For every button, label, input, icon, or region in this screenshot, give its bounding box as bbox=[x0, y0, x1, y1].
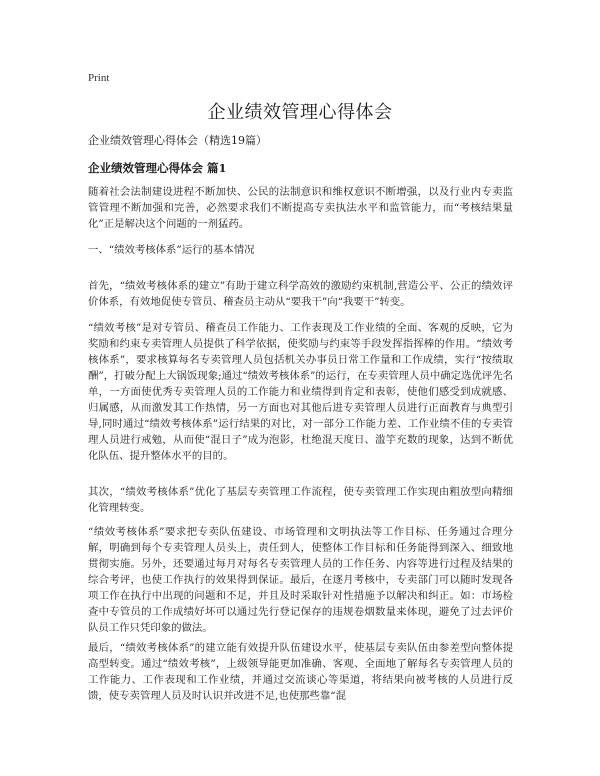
print-link[interactable]: Print bbox=[88, 72, 110, 84]
paragraph-last: 最后，“绩效考核体系”的建立能有效提升队伍建设水平，使基层专卖队伍由参差型向整体提高型转变。通过“绩效考核”，上级领导能更加准确、客观、全面地了解每名专卖管理人员的工作能力、工作表现和工作业绩，并通过交流谈心等渠道，将结果向被考核的人员进行反馈，使专卖管理人员及时认识并改进不足,也使那些靠“混 bbox=[88, 642, 513, 702]
paragraph-second: 其次，“绩效考核体系”优化了基层专卖管理工作流程，使专卖管理工作实现由粗放型向精细化管理转变。 bbox=[88, 486, 513, 514]
section-heading: 企业绩效管理心得体会 篇1 bbox=[88, 161, 227, 175]
document-subtitle: 企业绩效管理心得体会（精选19篇） bbox=[88, 134, 267, 147]
paragraph-intro: 随着社会法制建设进程不断加快、公民的法制意识和维权意识不断增强，以及行业内专卖监管管理不断加强和完善，必然要求我们不断提高专卖执法水平和监管能力，而“考核结果量化”正是解决这个问题的一剂猛药。 bbox=[88, 186, 513, 230]
document-title: 企业绩效管理心得体会 bbox=[207, 102, 393, 123]
paragraph-section-title: 一、“绩效考核体系”运行的基本情况 bbox=[88, 244, 255, 256]
paragraph-first: 首先，“绩效考核体系的建立”有助于建立科学高效的激励约束机制,营造公平、公正的绩效评价体系，有效地促使专管员、稽查员主动从“要我干”向“我要干”转变。 bbox=[88, 280, 513, 308]
paragraph-workflow: “绩效考核体系”要求把专卖队伍建设、市场管理和文明执法等工作目标、任务通过合理分解，明确到每个专卖管理人员头上，责任到人，使整体工作目标和任务能得到深入、细致地贯彻实施。另外，还要通过每月对每名专卖管理人员的工作任务、内容等进行过程及结果的综合考评，也使工作执行的效果得到保证。最后，在逐月考核中，专卖部门可以随时发现各项工作在执行中出现的问题和不足，并且及时采取针对性措施予以解决和纠正。如：市场检查中专管员的工作成绩好坏可以通过先行登记保存的违规卷烟数量来体现，避免了过去评价队员工作只凭印象的做法。 bbox=[88, 526, 513, 634]
paragraph-assessment: “绩效考核”是对专管员、稽查员工作能力、工作表现及工作业绩的全面、客观的反映，它为奖励和约束专卖管理人员提供了科学依据，使奖励与约束等手段发挥指挥棒的作用。“绩效考核体系”，要求核算每名专卖管理人员包括机关办事员日常工作量和工作成绩，实行“按绩取酬”，打破分配上大锅饭现象;通过“绩效考核体系”的运行，在专卖管理人员中确定选优评先名单，一方面使优秀专卖管理人员的工作能力和业绩得到肯定和表彰，使他们感受到成就感、归属感，从而激发其工作热情，另一方面也对其他后进专卖管理人员进行正面教育与典型引导,同时通过“绩效考核体系”运行结果的对比，对一部分工作能力差、工作业绩不佳的专卖管理人员进行戒勉，从而使“混日子”成为泡影，杜绝混天度日、滥竽充数的现象，达到不断优化队伍、提升整体水平的目的。 bbox=[88, 322, 513, 462]
